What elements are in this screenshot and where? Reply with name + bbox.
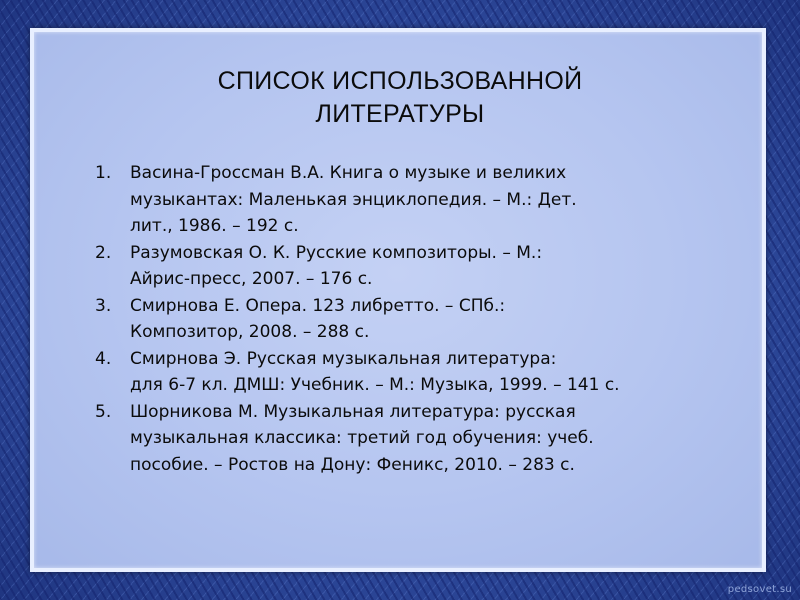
reference-item-1 [95,160,735,240]
reference-text-line: пособие. – Ростов на Дону: Феникс, 2010. – 283 с. [130,454,575,475]
title-line-2: ЛИТЕРАТУРЫ [315,100,485,128]
reference-item-5 [95,399,735,479]
reference-item-2 [95,240,735,293]
reference-text-line: лит., 1986. – 192 с. [130,216,299,236]
reference-text-line: Разумовская О. К. Русские композиторы. – М.: [130,242,543,263]
reference-number: 5. [95,401,112,422]
reference-text-line: Айрис-пресс, 2007. – 176 с. [130,269,373,289]
reference-number: 1. [95,163,112,183]
reference-text-line: Васина-Гроссман В.А. Книга о музыке и великих [130,163,567,183]
reference-item-3 [95,293,735,346]
slide-title [60,65,740,131]
reference-text-line: для 6-7 кл. ДМШ: Учебник. – М.: Музыка, 1999. – 141 с. [130,375,620,395]
reference-text-line: Смирнова Е. Опера. 123 либретто. – СПб.: [130,295,506,316]
reference-number: 4. [95,348,112,369]
reference-text-line: Смирнова Э. Русская музыкальная литература: [130,348,557,369]
reference-text-line: музыкальная классика: третий год обучения: учеб. [130,428,594,448]
title-line-1: СПИСОК ИСПОЛЬЗОВАННОЙ [217,67,583,95]
reference-number: 3. [95,295,112,316]
reference-item-4 [95,346,735,399]
reference-text-line: Шорникова М. Музыкальная литература: русская [130,401,576,422]
reference-text-line: музыкантах: Маленькая энциклопедия. – М.: Дет. [130,189,577,210]
watermark-text: pedsovet.su [727,584,792,595]
reference-text-line: Композитор, 2008. – 288 с. [130,322,370,342]
reference-list [95,160,735,478]
reference-number: 2. [95,242,112,263]
